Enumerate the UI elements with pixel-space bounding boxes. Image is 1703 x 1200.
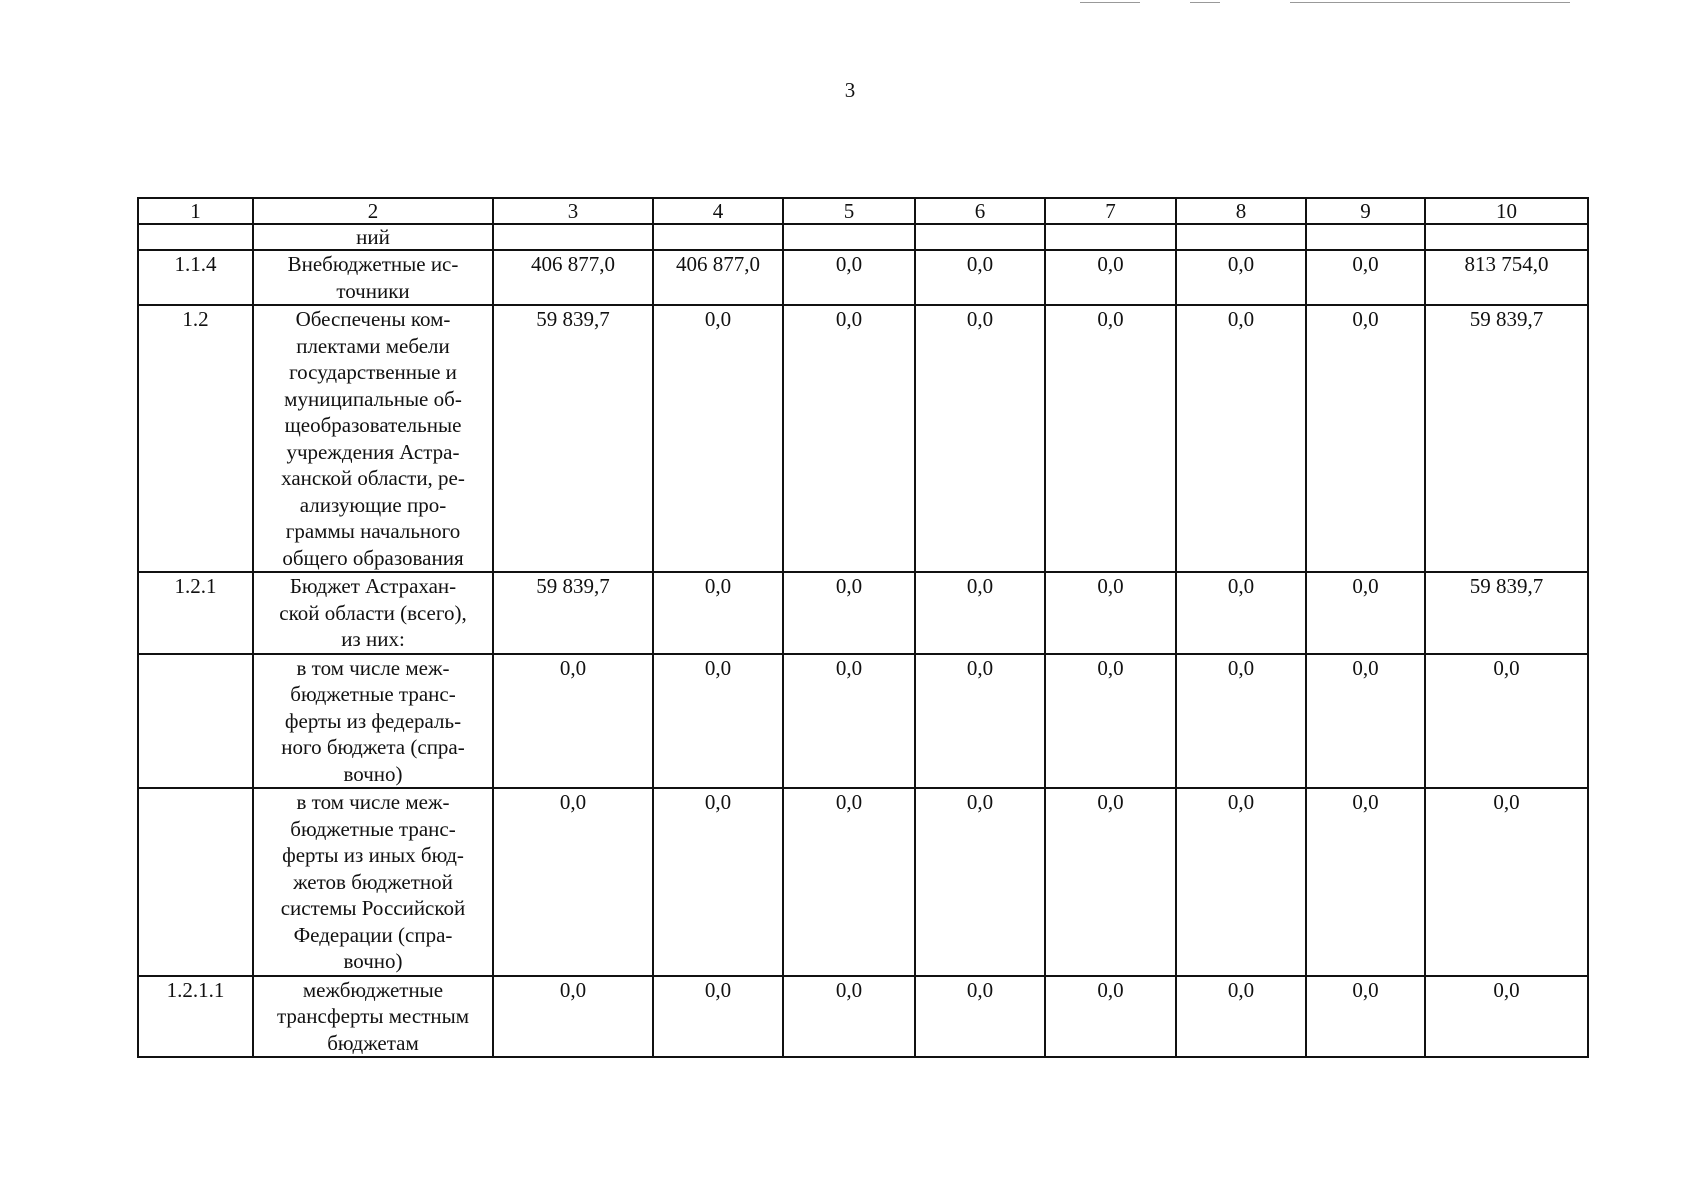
row-description: [253, 224, 493, 250]
value-cell: 0,0: [783, 572, 915, 654]
value-cell: 0,0: [783, 654, 915, 789]
value-cell: 0,0: [1045, 976, 1176, 1058]
description-line: ферты из федераль-: [284, 708, 462, 733]
description-line: в том числе меж-: [296, 655, 450, 680]
description-line: Федерации (спра-: [293, 922, 453, 947]
description-line: системы Российской: [280, 896, 466, 920]
row-description: [253, 976, 493, 1058]
description-line: граммы начального: [285, 519, 461, 543]
description-line: бюджетам: [327, 1030, 419, 1055]
column-number: 4: [653, 198, 783, 224]
value-cell: 59 839,7: [1425, 305, 1588, 572]
value-cell: 0,0: [653, 305, 783, 572]
column-number: 8: [1176, 198, 1306, 224]
value-cell: [1306, 224, 1425, 250]
value-cell: 59 839,7: [493, 305, 653, 572]
row-description: [253, 305, 493, 572]
description-line: жетов бюджетной: [293, 869, 453, 894]
value-cell: 0,0: [783, 976, 915, 1058]
description-line: ний: [356, 225, 390, 249]
value-cell: 0,0: [1306, 976, 1425, 1058]
value-cell: [1045, 224, 1176, 250]
value-cell: 406 877,0: [493, 250, 653, 305]
value-cell: 0,0: [915, 976, 1045, 1058]
value-cell: [493, 224, 653, 250]
value-cell: 0,0: [493, 788, 653, 976]
table-row: [138, 654, 1588, 789]
table-row: [138, 250, 1588, 305]
description-line: ской области (всего),: [279, 600, 467, 625]
value-cell: 0,0: [1425, 976, 1588, 1058]
row-code: 1.2.1: [138, 572, 253, 654]
column-number: 10: [1425, 198, 1588, 224]
value-cell: 0,0: [783, 305, 915, 572]
description-line: ного бюджета (спра-: [281, 735, 465, 759]
value-cell: 0,0: [1045, 572, 1176, 654]
table-row: [138, 976, 1588, 1058]
value-cell: 0,0: [915, 654, 1045, 789]
page-number: 3: [844, 78, 856, 102]
description-line: плектами мебели: [296, 333, 450, 358]
scan-artifact-line: [1190, 2, 1220, 3]
value-cell: 0,0: [1045, 654, 1176, 789]
value-cell: 0,0: [1176, 976, 1306, 1058]
value-cell: 0,0: [653, 976, 783, 1058]
description-line: общего образования: [282, 545, 464, 570]
value-cell: 0,0: [1306, 250, 1425, 305]
value-cell: 0,0: [493, 976, 653, 1058]
value-cell: 0,0: [915, 305, 1045, 572]
value-cell: 0,0: [783, 788, 915, 976]
description-line: в том числе меж-: [296, 790, 450, 814]
value-cell: 59 839,7: [1425, 572, 1588, 654]
column-number: 6: [915, 198, 1045, 224]
row-description: [253, 250, 493, 305]
value-cell: 0,0: [1176, 788, 1306, 976]
description-line: межбюджетные: [302, 977, 444, 1002]
description-line: из них:: [341, 627, 405, 651]
column-number: 2: [253, 198, 493, 224]
row-code: 1.1.4: [138, 250, 253, 305]
scan-artifact-line: [1290, 2, 1570, 3]
column-number: 3: [493, 198, 653, 224]
table-row: [138, 305, 1588, 572]
value-cell: 0,0: [653, 572, 783, 654]
value-cell: 813 754,0: [1425, 250, 1588, 305]
row-code: [138, 788, 253, 976]
description-line: муниципальные об-: [284, 386, 462, 411]
value-cell: 0,0: [1425, 654, 1588, 789]
row-code: 1.2: [138, 305, 253, 572]
table-body: [138, 224, 1588, 1057]
description-line: ханской области, ре-: [281, 466, 465, 490]
table-row: [138, 788, 1588, 976]
value-cell: 0,0: [653, 788, 783, 976]
description-line: государственные и: [289, 360, 457, 384]
value-cell: 0,0: [915, 250, 1045, 305]
budget-table: [137, 197, 1589, 1058]
column-number: 9: [1306, 198, 1425, 224]
value-cell: 0,0: [1306, 305, 1425, 572]
column-number: 7: [1045, 198, 1176, 224]
description-line: щеобразовательные: [284, 413, 462, 437]
value-cell: 0,0: [1176, 250, 1306, 305]
value-cell: 59 839,7: [493, 572, 653, 654]
description-line: Обеспечены ком-: [295, 307, 451, 331]
description-line: Внебюджетные ис-: [287, 252, 459, 276]
table-row: [138, 224, 1588, 250]
value-cell: 0,0: [1176, 654, 1306, 789]
value-cell: 0,0: [1045, 788, 1176, 976]
value-cell: [1425, 224, 1588, 250]
row-code: [138, 224, 253, 250]
description-line: учреждения Астра-: [286, 439, 460, 464]
row-description: [253, 788, 493, 976]
description-line: бюджетные транс-: [290, 816, 456, 841]
description-line: ферты из иных бюд-: [282, 843, 464, 867]
value-cell: 0,0: [1306, 654, 1425, 789]
value-cell: 0,0: [1045, 250, 1176, 305]
value-cell: 0,0: [1306, 788, 1425, 976]
description-line: точники: [336, 278, 410, 303]
scan-artifact-line: [1080, 2, 1140, 3]
description-line: ализующие про-: [299, 492, 447, 517]
value-cell: 0,0: [783, 250, 915, 305]
table-row: [138, 572, 1588, 654]
description-line: бюджетные транс-: [290, 682, 456, 706]
value-cell: 0,0: [915, 788, 1045, 976]
column-number-row: [138, 198, 1588, 224]
value-cell: 0,0: [1176, 305, 1306, 572]
value-cell: 0,0: [1176, 572, 1306, 654]
description-line: Бюджет Астрахан-: [289, 574, 457, 598]
value-cell: 0,0: [1045, 305, 1176, 572]
description-line: вочно): [343, 949, 403, 973]
row-code: [138, 654, 253, 789]
value-cell: [653, 224, 783, 250]
description-line: трансферты местным: [276, 1004, 470, 1028]
column-number: 5: [783, 198, 915, 224]
row-code: 1.2.1.1: [138, 976, 253, 1058]
value-cell: 0,0: [653, 654, 783, 789]
row-description: [253, 654, 493, 789]
value-cell: [1176, 224, 1306, 250]
value-cell: 0,0: [493, 654, 653, 789]
value-cell: 0,0: [915, 572, 1045, 654]
value-cell: 0,0: [1425, 788, 1588, 976]
value-cell: [915, 224, 1045, 250]
value-cell: 406 877,0: [653, 250, 783, 305]
value-cell: [783, 224, 915, 250]
value-cell: 0,0: [1306, 572, 1425, 654]
row-description: [253, 572, 493, 654]
column-number: 1: [138, 198, 253, 224]
description-line: вочно): [343, 761, 403, 786]
